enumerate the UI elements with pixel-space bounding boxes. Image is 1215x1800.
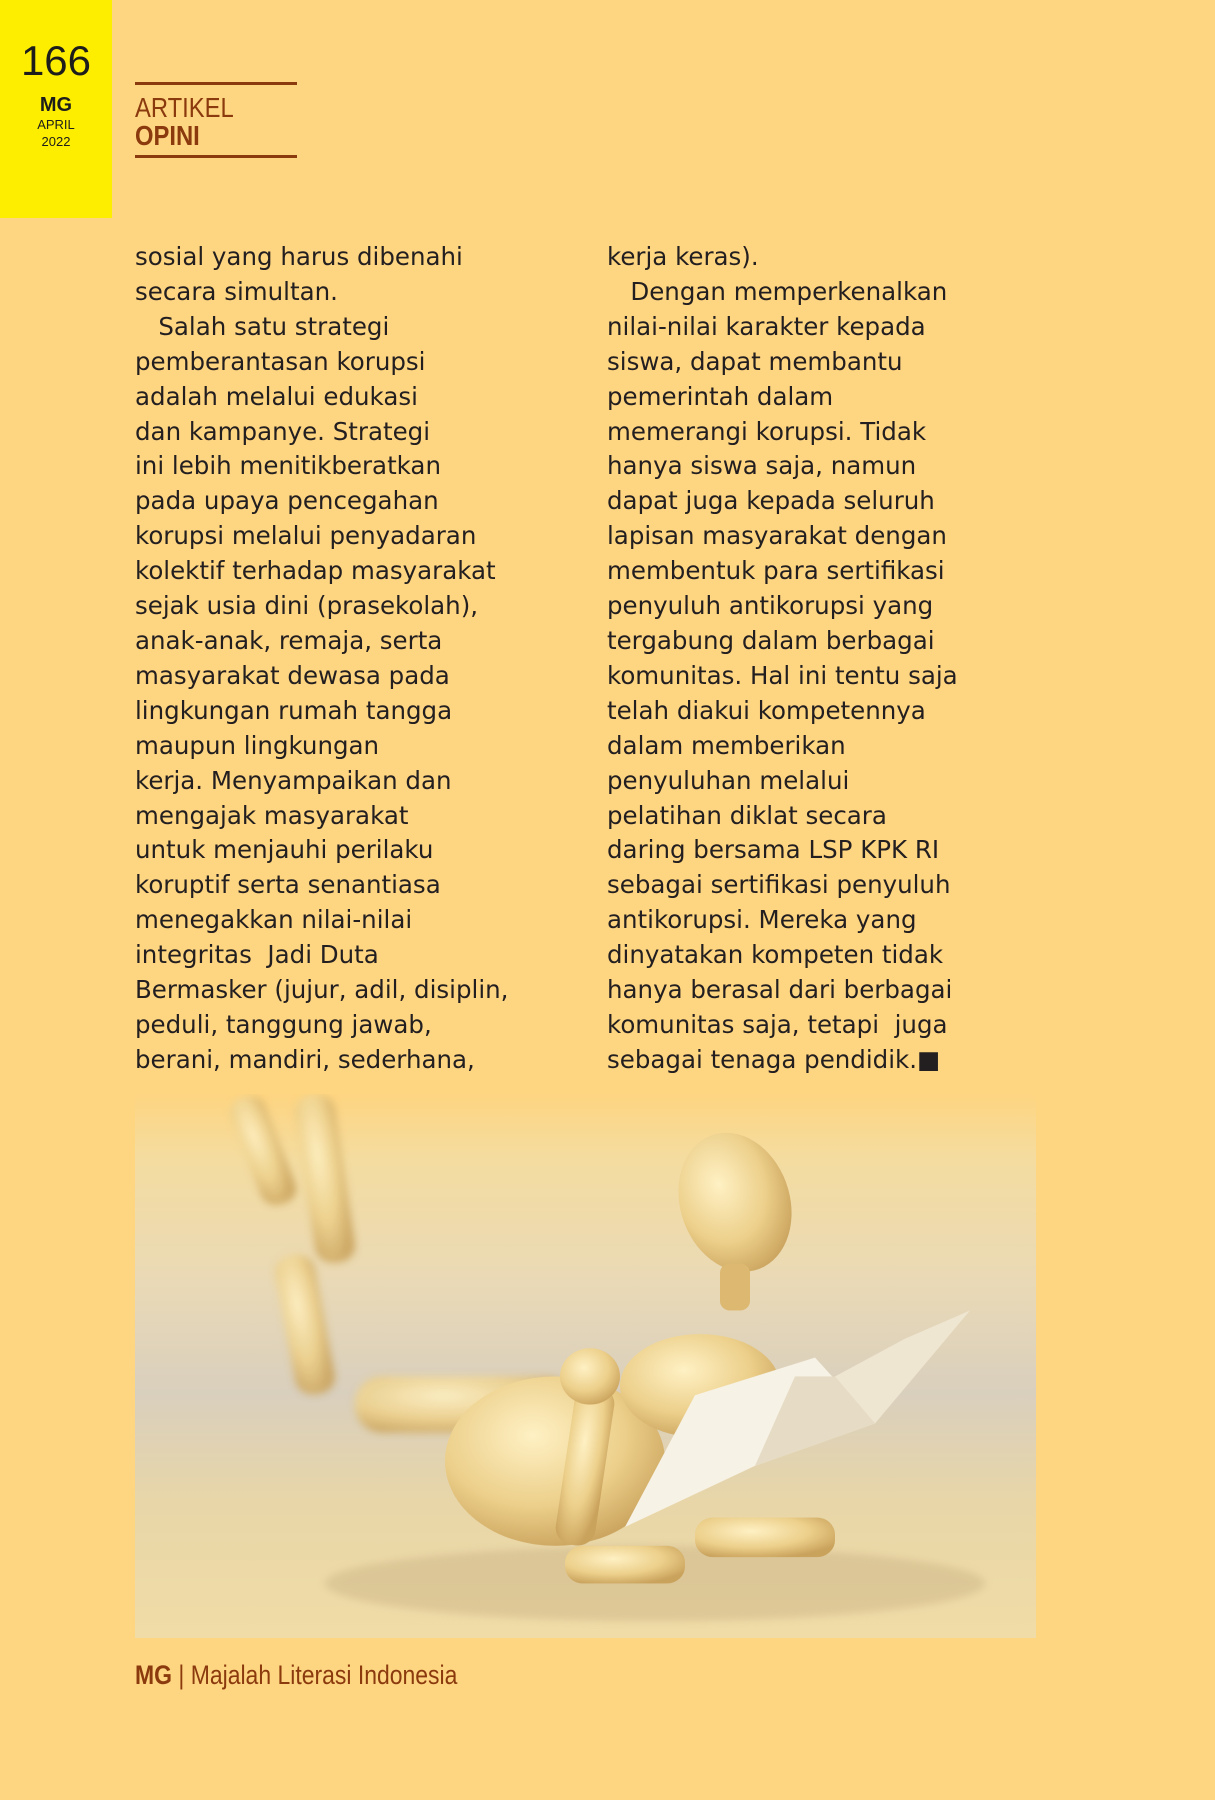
article-line: dalam memberikan xyxy=(607,730,846,760)
article-line: penyuluh antikorupsi yang xyxy=(607,591,934,621)
article-line: anak-anak, remaja, serta xyxy=(135,625,443,655)
article-line: kerja keras). xyxy=(607,242,759,271)
mannequin-illustration xyxy=(135,1094,1036,1638)
article-line: integritas Jadi Duta xyxy=(135,940,379,970)
article-line: memerangi korupsi. Tidak xyxy=(607,416,927,446)
article-line: mengajak masyarakat xyxy=(135,800,409,830)
article-line: secara simultan. xyxy=(135,276,338,306)
issue-month: APRIL xyxy=(37,117,75,132)
magazine-code: MG xyxy=(39,94,73,116)
article-line: daring bersama LSP KPK RI xyxy=(607,835,940,865)
article-line: komunitas. Hal ini tentu saja xyxy=(607,660,958,690)
article-line: Dengan memperkenalkan xyxy=(607,276,948,306)
article-line: siswa, dapat membantu xyxy=(607,346,903,376)
article-line: sebagai sertifikasi penyuluh xyxy=(607,870,951,900)
article-line: peduli, tanggung jawab, xyxy=(135,1009,432,1039)
article-line: dan kampanye. Strategi xyxy=(135,416,431,446)
article-line: lapisan masyarakat dengan xyxy=(607,521,947,551)
article-line: menegakkan nilai-nilai xyxy=(135,905,413,935)
footer-title: Majalah Literasi Indonesia xyxy=(190,1660,458,1690)
article-line: pemberantasan korupsi xyxy=(135,346,426,376)
article-line: ini lebih menitikberatkan xyxy=(135,451,441,481)
article-line: masyarakat dewasa pada xyxy=(135,660,450,690)
article-right-column xyxy=(607,240,958,1078)
article-line: hanya siswa saja, namun xyxy=(607,451,917,481)
article-line: hanya berasal dari berbagai xyxy=(607,975,953,1005)
article-line: komunitas saja, tetapi juga xyxy=(607,1009,948,1039)
article-line: maupun lingkungan xyxy=(135,730,380,760)
footer-separator: | xyxy=(178,1660,185,1690)
article-line: korupsi melalui penyadaran xyxy=(135,521,477,551)
article-line: koruptif serta senantiasa xyxy=(135,870,441,900)
article-line: lingkungan rumah tangga xyxy=(135,695,453,725)
article-line: membentuk para sertifikasi xyxy=(607,556,945,586)
article-line: pelatihan diklat secara xyxy=(607,800,887,830)
article-left-column xyxy=(135,240,508,1078)
issue-year: 2022 xyxy=(41,134,71,149)
footer xyxy=(135,1660,457,1691)
article-line: adalah melalui edukasi xyxy=(135,381,418,411)
article-line: pada upaya pencegahan xyxy=(135,486,439,516)
article-line: telah diakui kompetennya xyxy=(607,695,926,725)
page-number-tab xyxy=(0,0,112,218)
article-line: penyuluhan melalui xyxy=(607,765,850,795)
article-line: dinyatakan kompeten tidak xyxy=(607,940,944,970)
article-line: Salah satu strategi xyxy=(135,311,390,341)
article-line: berani, mandiri, sederhana, xyxy=(135,1044,475,1074)
article-line: sosial yang harus dibenahi xyxy=(135,242,463,271)
article-line: kolektif terhadap masyarakat xyxy=(135,556,496,586)
article-line: dapat juga kepada seluruh xyxy=(607,486,935,516)
article-line: sebagai tenaga pendidik.■ xyxy=(607,1044,941,1074)
footer-brand: MG xyxy=(135,1660,172,1690)
article-line: tergabung dalam berbagai xyxy=(607,625,935,655)
article-line: sejak usia dini (prasekolah), xyxy=(135,591,479,621)
page-number: 166 xyxy=(20,37,92,84)
article-line: untuk menjauhi perilaku xyxy=(135,835,434,865)
section-label: ARTIKEL xyxy=(135,92,234,123)
article-line: Bermasker (jujur, adil, disiplin, xyxy=(135,975,509,1005)
article-photo-wooden-mannequin-reading xyxy=(135,1094,1036,1638)
article-line: antikorupsi. Mereka yang xyxy=(607,905,917,935)
article-line: pemerintah dalam xyxy=(607,381,834,411)
article-line: kerja. Menyampaikan dan xyxy=(135,765,452,795)
section-name: OPINI xyxy=(135,120,200,151)
article-line: nilai-nilai karakter kepada xyxy=(607,311,926,341)
section-header xyxy=(135,82,297,158)
